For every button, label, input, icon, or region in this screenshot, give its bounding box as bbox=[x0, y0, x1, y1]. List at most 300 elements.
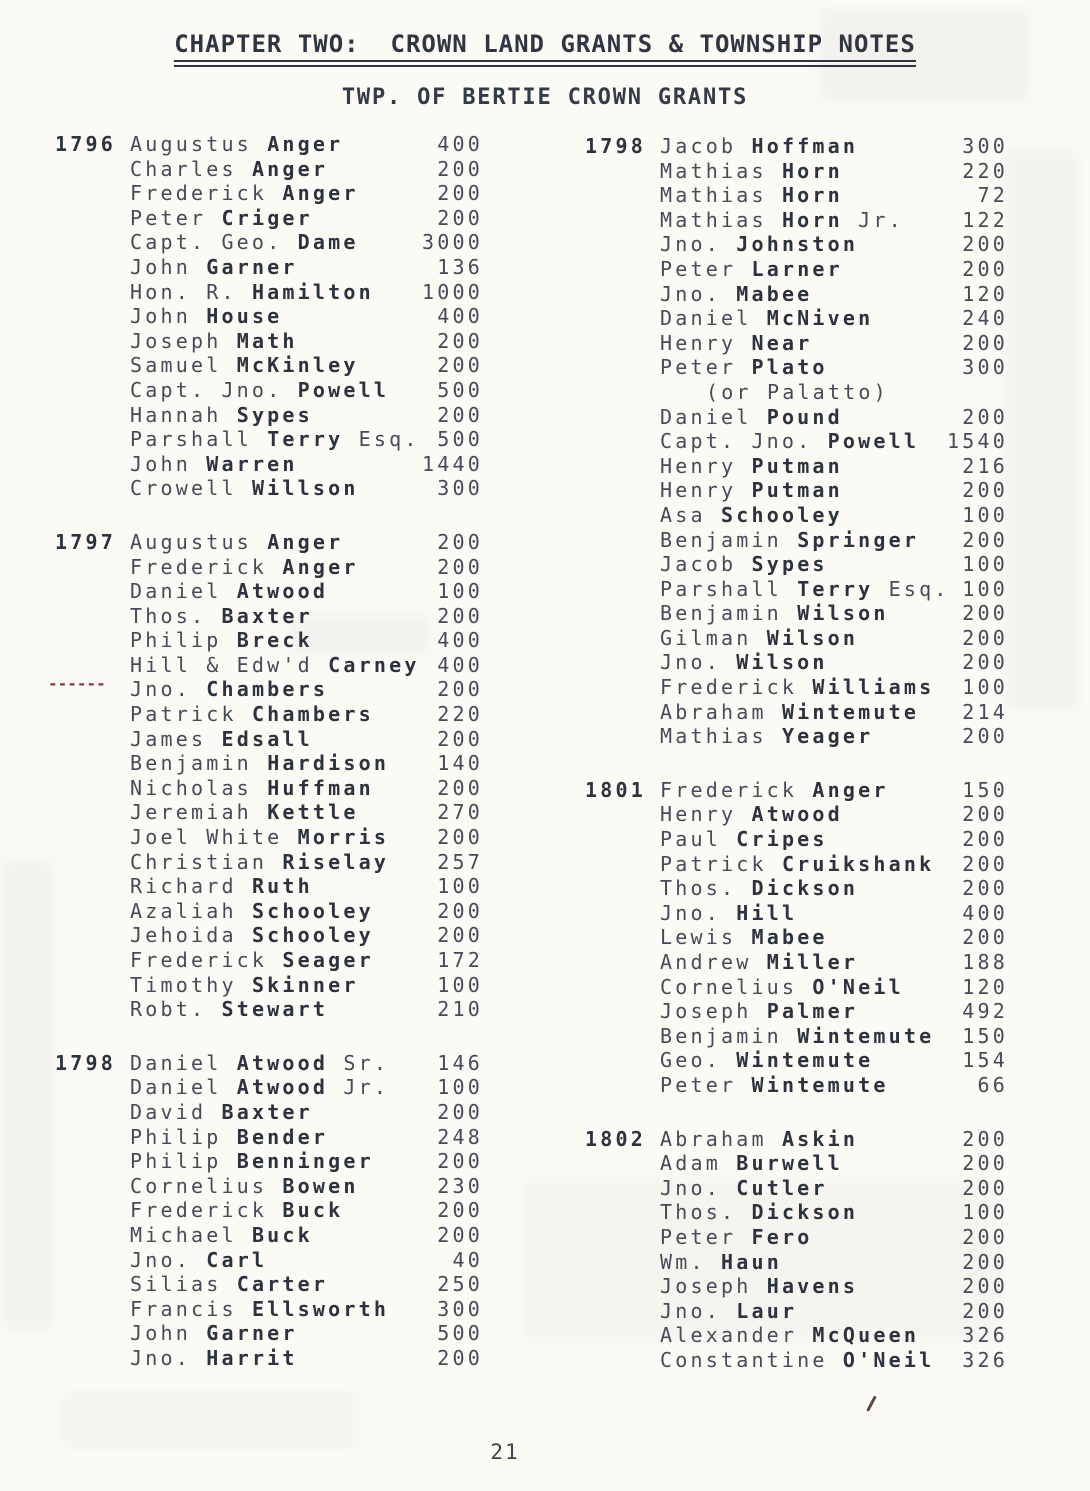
acreage-value: 300 bbox=[437, 476, 483, 501]
grantee-surname: Atwood bbox=[236, 1075, 329, 1100]
grant-row bbox=[55, 825, 483, 850]
grantee-name: Wm. Haun bbox=[660, 1249, 782, 1274]
grantee-name: Henry Putman bbox=[660, 478, 843, 503]
grantee-surname: Plato bbox=[751, 355, 828, 380]
acreage-value: 40 bbox=[452, 1247, 483, 1272]
grant-row bbox=[585, 232, 1008, 257]
grantee-surname: Terry bbox=[267, 427, 344, 452]
acreage-value: 200 bbox=[962, 1151, 1008, 1176]
grantee-surname: Wintemute bbox=[736, 1048, 874, 1073]
grantee-name: Jehoida Schooley bbox=[130, 923, 374, 948]
margin-dashes-annotation: ------ bbox=[48, 673, 106, 693]
grant-row bbox=[55, 427, 483, 452]
grantee-surname: Willson bbox=[251, 476, 359, 501]
grant-row bbox=[55, 850, 483, 875]
grantee-name: Henry Putman bbox=[660, 453, 843, 478]
acreage-value: 120 bbox=[962, 281, 1008, 306]
grantee-name: Paul Cripes bbox=[660, 827, 828, 852]
grantee-surname: Dickson bbox=[751, 1200, 859, 1225]
grantee-surname: Fero bbox=[751, 1224, 813, 1249]
grantee-surname: Schooley bbox=[720, 502, 843, 527]
grantee-surname: Chambers bbox=[251, 702, 374, 727]
grant-row bbox=[585, 1225, 1008, 1250]
acreage-value: 200 bbox=[962, 625, 1008, 650]
grantee-surname: Palmer bbox=[766, 999, 859, 1024]
grantee-name: Azaliah Schooley bbox=[130, 898, 374, 923]
grantee-name: James Edsall bbox=[130, 726, 313, 751]
grant-row bbox=[585, 306, 1008, 331]
acreage-value: 172 bbox=[437, 948, 483, 972]
acreage-value: 100 bbox=[962, 552, 1008, 577]
acreage-value: 200 bbox=[962, 827, 1008, 852]
acreage-value: 100 bbox=[437, 972, 483, 997]
grantee-surname: O'Neil bbox=[842, 1347, 935, 1372]
grantee-name: Mathias Yeager bbox=[660, 724, 874, 749]
grantee-name: Frederick Williams bbox=[660, 675, 935, 700]
grantee-name: (or Palatto) bbox=[706, 379, 889, 404]
grantee-surname: McQueen bbox=[812, 1323, 920, 1348]
grant-row bbox=[55, 628, 483, 653]
acreage-value: 200 bbox=[962, 1175, 1008, 1200]
year-section-1798 bbox=[55, 1051, 483, 1371]
grantee-name: Jno. Hill bbox=[660, 900, 798, 925]
grantee-surname: Askin bbox=[781, 1126, 859, 1151]
grantee-name: Philip Bender bbox=[130, 1124, 329, 1149]
acreage-value: 100 bbox=[437, 1075, 483, 1100]
grant-row bbox=[585, 724, 1008, 749]
grant-row bbox=[55, 899, 483, 924]
grantee-surname: Benninger bbox=[236, 1149, 374, 1174]
acreage-value: 200 bbox=[437, 603, 483, 628]
grant-row bbox=[55, 1198, 483, 1223]
grant-row bbox=[585, 1073, 1008, 1098]
grant-row bbox=[55, 1075, 483, 1100]
grantee-surname: Yeager bbox=[781, 724, 874, 749]
grantee-surname: Garner bbox=[206, 254, 298, 279]
grantee-surname: House bbox=[206, 304, 283, 329]
grantee-surname: Anger bbox=[282, 554, 359, 579]
grant-row bbox=[585, 876, 1008, 901]
grantee-surname: Garner bbox=[206, 1321, 298, 1346]
grantee-surname: Powell bbox=[297, 377, 390, 402]
grantee-surname: Warren bbox=[206, 451, 298, 476]
grantee-name: Gilman Wilson bbox=[660, 625, 859, 650]
grantee-surname: Williams bbox=[812, 675, 935, 700]
acreage-value: 248 bbox=[437, 1124, 483, 1149]
acreage-value: 200 bbox=[437, 1149, 483, 1174]
grantee-surname: Mabee bbox=[736, 281, 813, 306]
grantee-surname: Bowen bbox=[282, 1173, 359, 1198]
acreage-value: 200 bbox=[962, 1126, 1008, 1151]
grantee-surname: Near bbox=[751, 330, 813, 355]
grantee-surname: Carney bbox=[328, 652, 420, 677]
grantee-surname: Breck bbox=[236, 628, 313, 653]
acreage-value: 136 bbox=[437, 254, 483, 279]
grantee-name: Capt. Geo. Dame bbox=[130, 230, 359, 255]
grantee-surname: Wintemute bbox=[751, 1072, 889, 1097]
grant-row bbox=[585, 1323, 1008, 1348]
grant-row bbox=[55, 1297, 483, 1322]
acreage-value: 200 bbox=[962, 1224, 1008, 1249]
grantee-name: Philip Benninger bbox=[130, 1149, 374, 1174]
grant-row bbox=[585, 454, 1008, 479]
grant-row bbox=[585, 331, 1008, 356]
grant-row bbox=[55, 1051, 483, 1076]
grantee-name: Mathias Horn bbox=[660, 183, 843, 208]
grantee-surname: Springer bbox=[797, 527, 920, 552]
grant-row bbox=[55, 530, 483, 555]
acreage-value: 100 bbox=[962, 1200, 1008, 1225]
grant-row bbox=[55, 702, 483, 727]
year-label: 1797 bbox=[55, 529, 116, 554]
grant-row bbox=[585, 827, 1008, 852]
acreage-value: 1440 bbox=[422, 451, 483, 476]
grantee-surname: Pound bbox=[766, 404, 843, 429]
grantee-surname: Ruth bbox=[251, 874, 313, 899]
grantee-surname: Burwell bbox=[736, 1151, 843, 1176]
acreage-value: 200 bbox=[962, 1249, 1008, 1274]
grant-row bbox=[585, 700, 1008, 725]
chapter-title-text: CHAPTER TWO: CROWN LAND GRANTS & TOWNSHIP NOTES bbox=[174, 30, 916, 67]
acreage-value: 200 bbox=[962, 527, 1008, 552]
grantee-surname: Cripes bbox=[736, 827, 828, 852]
grantee-surname: Wilson bbox=[736, 650, 828, 675]
grantee-name: Lewis Mabee bbox=[660, 925, 828, 950]
grant-row bbox=[55, 1223, 483, 1248]
grantee-surname: Anger bbox=[812, 777, 889, 802]
acreage-value: 300 bbox=[437, 1296, 483, 1321]
grant-row bbox=[585, 257, 1008, 282]
grantee-name: Abraham Wintemute bbox=[660, 699, 920, 724]
year-section-1798 bbox=[585, 134, 1008, 749]
grantee-name: John Warren bbox=[130, 451, 298, 476]
year-label: 1798 bbox=[585, 134, 646, 158]
acreage-value: 100 bbox=[962, 502, 1008, 527]
grantee-name: Geo. Wintemute bbox=[660, 1048, 874, 1073]
grantee-surname: Haun bbox=[720, 1249, 782, 1274]
grantee-surname: Stewart bbox=[221, 997, 329, 1022]
acreage-value: 400 bbox=[437, 304, 483, 329]
acreage-value: 200 bbox=[962, 404, 1008, 429]
grant-row bbox=[55, 1272, 483, 1297]
grantee-surname: Skinner bbox=[251, 972, 359, 997]
grant-row bbox=[585, 802, 1008, 827]
grant-row bbox=[55, 378, 483, 403]
grantee-name: Daniel Atwood Jr. bbox=[130, 1075, 390, 1100]
acreage-value: 240 bbox=[962, 306, 1008, 331]
grant-row bbox=[585, 950, 1008, 975]
grantee-name: Jno. Laur bbox=[660, 1298, 798, 1323]
grantee-name: Crowell Willson bbox=[130, 476, 359, 501]
grant-row bbox=[585, 1151, 1008, 1176]
grantee-surname: Kettle bbox=[267, 800, 359, 825]
grantee-surname: Sypes bbox=[236, 402, 313, 427]
acreage-value: 270 bbox=[437, 800, 483, 825]
acreage-value: 400 bbox=[437, 132, 483, 156]
acreage-value: 200 bbox=[437, 529, 483, 554]
acreage-value: 200 bbox=[962, 925, 1008, 950]
grantee-surname: Criger bbox=[221, 205, 313, 230]
grantee-name: Jno. Chambers bbox=[130, 677, 329, 702]
acreage-value: 200 bbox=[437, 677, 483, 702]
grant-row bbox=[55, 255, 483, 280]
grant-row bbox=[585, 208, 1008, 233]
grantee-name: Capt. Jno. Powell bbox=[130, 377, 390, 402]
grantee-name: Richard Ruth bbox=[130, 874, 313, 899]
grantee-name: Alexander McQueen bbox=[660, 1323, 920, 1348]
acreage-value: 200 bbox=[437, 825, 483, 850]
acreage-value: 66 bbox=[977, 1072, 1008, 1097]
grantee-name: Abraham Askin bbox=[660, 1126, 859, 1151]
grantee-surname: Horn bbox=[781, 183, 843, 208]
grantee-surname: Miller bbox=[766, 950, 859, 974]
grantee-name: Adam Burwell bbox=[660, 1151, 843, 1176]
acreage-value: 200 bbox=[962, 330, 1008, 355]
grant-row bbox=[585, 183, 1008, 208]
grant-row bbox=[585, 1274, 1008, 1299]
grantee-name: Benjamin Wintemute bbox=[660, 1023, 935, 1048]
year-label: 1796 bbox=[55, 132, 116, 156]
acreage-value: 200 bbox=[437, 205, 483, 230]
acreage-value: 200 bbox=[962, 1274, 1008, 1299]
grantee-surname: Wintemute bbox=[797, 1023, 935, 1048]
acreage-value: 200 bbox=[437, 898, 483, 923]
acreage-value: 400 bbox=[437, 628, 483, 653]
grantee-name: Jno. Johnston bbox=[660, 232, 859, 257]
grant-row bbox=[55, 1149, 483, 1174]
grantee-name: Jno. Cutler bbox=[660, 1175, 828, 1200]
page-number: 21 bbox=[490, 1440, 520, 1464]
grantee-surname: Horn bbox=[781, 158, 843, 183]
acreage-value: 200 bbox=[962, 601, 1008, 626]
grantee-name: Hannah Sypes bbox=[130, 402, 313, 427]
grant-row bbox=[585, 975, 1008, 1000]
acreage-value: 230 bbox=[437, 1173, 483, 1198]
grant-row bbox=[585, 380, 1008, 405]
acreage-value: 200 bbox=[437, 554, 483, 579]
grantee-name: Daniel Pound bbox=[660, 404, 843, 429]
grantee-surname: Putman bbox=[751, 453, 843, 478]
grantee-name: Jno. Mabee bbox=[660, 281, 813, 306]
grant-row bbox=[55, 751, 483, 776]
grantee-name: Augustus Anger bbox=[130, 132, 344, 156]
grant-row bbox=[585, 478, 1008, 503]
grantee-surname: Hoffman bbox=[751, 134, 859, 158]
grant-row bbox=[55, 604, 483, 629]
grant-row bbox=[585, 650, 1008, 675]
grantee-name: Benjamin Wilson bbox=[660, 601, 889, 626]
grantee-name: Michael Buck bbox=[130, 1222, 313, 1247]
grantee-surname: Cruikshank bbox=[781, 851, 935, 876]
grant-row bbox=[55, 280, 483, 305]
grantee-name: Peter Fero bbox=[660, 1224, 813, 1249]
grantee-name: Timothy Skinner bbox=[130, 972, 359, 997]
grantee-surname: Anger bbox=[251, 156, 329, 181]
scan-smudge bbox=[1005, 150, 1080, 710]
grantee-name: Hon. R. Hamilton bbox=[130, 279, 374, 304]
grantee-surname: Dame bbox=[297, 230, 359, 255]
acreage-value: 200 bbox=[962, 1298, 1008, 1323]
grant-row bbox=[55, 973, 483, 998]
acreage-value: 220 bbox=[437, 702, 483, 727]
acreage-value: 200 bbox=[962, 232, 1008, 257]
grant-row bbox=[55, 997, 483, 1022]
acreage-value: 120 bbox=[962, 974, 1008, 999]
grantee-surname: Hardison bbox=[267, 751, 390, 776]
grantee-name: Frederick Buck bbox=[130, 1198, 344, 1223]
grantee-name: Henry Atwood bbox=[660, 802, 843, 827]
grantee-name: Nicholas Huffman bbox=[130, 775, 374, 800]
page-subtitle: TWP. OF BERTIE CROWN GRANTS bbox=[341, 85, 749, 110]
acreage-value: 200 bbox=[437, 775, 483, 800]
acreage-value: 200 bbox=[437, 353, 483, 378]
acreage-value: 210 bbox=[437, 997, 483, 1022]
grantee-surname: Laur bbox=[736, 1298, 798, 1323]
grant-row bbox=[585, 1250, 1008, 1275]
acreage-value: 300 bbox=[962, 355, 1008, 380]
grant-column-right bbox=[585, 134, 1008, 1402]
year-section-1801 bbox=[585, 778, 1008, 1098]
grant-row bbox=[55, 206, 483, 231]
grantee-name: Frederick Anger bbox=[130, 181, 359, 206]
grantee-surname: Hamilton bbox=[251, 279, 374, 304]
grant-row bbox=[55, 1346, 483, 1371]
grantee-surname: Atwood bbox=[236, 1050, 329, 1075]
grantee-surname: Bender bbox=[236, 1124, 329, 1149]
grantee-name: Charles Anger bbox=[130, 156, 329, 181]
grantee-name: Hill & Edw'd Carney bbox=[130, 652, 420, 677]
acreage-value: 200 bbox=[962, 802, 1008, 827]
grantee-name: John Garner bbox=[130, 254, 298, 279]
year-section-1797 bbox=[48, 529, 483, 1022]
year-label: 1801 bbox=[585, 777, 646, 802]
grantee-name: Peter Wintemute bbox=[660, 1072, 889, 1097]
acreage-value: 200 bbox=[437, 328, 483, 353]
grant-row bbox=[585, 1024, 1008, 1049]
grantee-name: Robt. Stewart bbox=[130, 997, 329, 1022]
acreage-value: 1000 bbox=[422, 279, 483, 304]
acreage-value: 400 bbox=[437, 652, 483, 677]
acreage-value: 200 bbox=[437, 402, 483, 427]
grantee-name: Joel White Morris bbox=[130, 825, 390, 850]
acreage-value: 200 bbox=[437, 1099, 483, 1124]
grant-row bbox=[55, 800, 483, 825]
acreage-value: 326 bbox=[962, 1323, 1008, 1348]
acreage-value: 150 bbox=[962, 1023, 1008, 1048]
grant-row bbox=[55, 157, 483, 182]
grantee-surname: Atwood bbox=[236, 579, 329, 604]
grant-row bbox=[585, 1348, 1008, 1373]
grantee-name: Christian Riselay bbox=[130, 849, 390, 874]
grantee-surname: McKinley bbox=[236, 353, 359, 378]
grantee-surname: Wilson bbox=[766, 625, 859, 650]
grant-row bbox=[55, 1174, 483, 1199]
grant-row bbox=[55, 1100, 483, 1125]
acreage-value: 200 bbox=[962, 256, 1008, 281]
grant-row bbox=[585, 675, 1008, 700]
grantee-name: Jacob Hoffman bbox=[660, 134, 859, 158]
acreage-value: 326 bbox=[962, 1347, 1008, 1372]
grantee-name: Frederick Anger bbox=[660, 777, 889, 802]
grantee-surname: Math bbox=[236, 328, 298, 353]
grant-row bbox=[585, 429, 1008, 454]
grantee-surname: Larner bbox=[751, 256, 843, 281]
grantee-surname: Riselay bbox=[282, 849, 390, 874]
grant-row bbox=[585, 134, 1008, 159]
acreage-value: 250 bbox=[437, 1272, 483, 1297]
grantee-name: Samuel McKinley bbox=[130, 353, 359, 378]
scan-smudge bbox=[0, 860, 55, 1330]
grant-row bbox=[585, 405, 1008, 430]
acreage-value: 122 bbox=[962, 207, 1008, 232]
grantee-surname: O'Neil bbox=[812, 974, 904, 999]
grantee-name: Capt. Jno. Powell bbox=[660, 429, 920, 454]
grantee-name: Jno. Carl bbox=[130, 1247, 268, 1272]
grantee-surname: Ellsworth bbox=[251, 1296, 390, 1321]
grantee-name: Daniel Atwood Sr. bbox=[130, 1050, 390, 1075]
grantee-surname: Powell bbox=[827, 429, 920, 454]
grantee-name: Joseph Math bbox=[130, 328, 298, 353]
year-section-1802 bbox=[585, 1127, 1008, 1373]
acreage-value: 214 bbox=[962, 699, 1008, 724]
grant-row bbox=[55, 132, 483, 157]
grantee-surname: Atwood bbox=[751, 802, 843, 827]
grantee-name: Peter Criger bbox=[130, 205, 313, 230]
grant-row bbox=[55, 555, 483, 580]
grantee-name: Jno. Wilson bbox=[660, 650, 828, 675]
year-section-1796 bbox=[55, 132, 483, 501]
chapter-title bbox=[0, 30, 1090, 58]
grant-row bbox=[55, 677, 483, 702]
year-label: 1802 bbox=[585, 1126, 646, 1151]
acreage-value: 300 bbox=[962, 134, 1008, 158]
grantee-name: Joseph Havens bbox=[660, 1274, 859, 1299]
grantee-surname: Havens bbox=[766, 1274, 859, 1299]
grantee-name: Thos. Dickson bbox=[660, 876, 859, 901]
grant-row bbox=[55, 1321, 483, 1346]
grant-row bbox=[55, 1248, 483, 1273]
grantee-name: Frederick Anger bbox=[130, 554, 359, 579]
grantee-name: Francis Ellsworth bbox=[130, 1296, 390, 1321]
grantee-name: Thos. Baxter bbox=[130, 603, 313, 628]
acreage-value: 1540 bbox=[947, 429, 1008, 454]
grant-row bbox=[55, 403, 483, 428]
grantee-name: Asa Schooley bbox=[660, 502, 843, 527]
grant-row bbox=[585, 778, 1008, 803]
grantee-name: Cornelius O'Neil bbox=[660, 974, 904, 999]
grantee-surname: Chambers bbox=[206, 677, 329, 702]
grant-column-left bbox=[48, 132, 483, 1400]
grantee-surname: Harrit bbox=[206, 1345, 298, 1370]
grantee-name: Benjamin Springer bbox=[660, 527, 920, 552]
grant-row bbox=[585, 1048, 1008, 1073]
grant-row bbox=[585, 282, 1008, 307]
grantee-surname: Baxter bbox=[221, 603, 313, 628]
grantee-surname: Putman bbox=[751, 478, 843, 503]
grantee-name: Joseph Palmer bbox=[660, 999, 859, 1024]
grantee-surname: Johnston bbox=[736, 232, 859, 257]
acreage-value: 500 bbox=[437, 377, 483, 402]
grant-row bbox=[585, 1176, 1008, 1201]
grant-row bbox=[55, 329, 483, 354]
acreage-value: 200 bbox=[437, 156, 483, 181]
grantee-name: Thos. Dickson bbox=[660, 1200, 859, 1225]
grantee-name: Mathias Horn Jr. bbox=[660, 207, 904, 232]
grant-row bbox=[55, 476, 483, 501]
grantee-surname: Huffman bbox=[267, 775, 374, 800]
grantee-name: Patrick Chambers bbox=[130, 702, 374, 727]
grant-row bbox=[585, 528, 1008, 553]
